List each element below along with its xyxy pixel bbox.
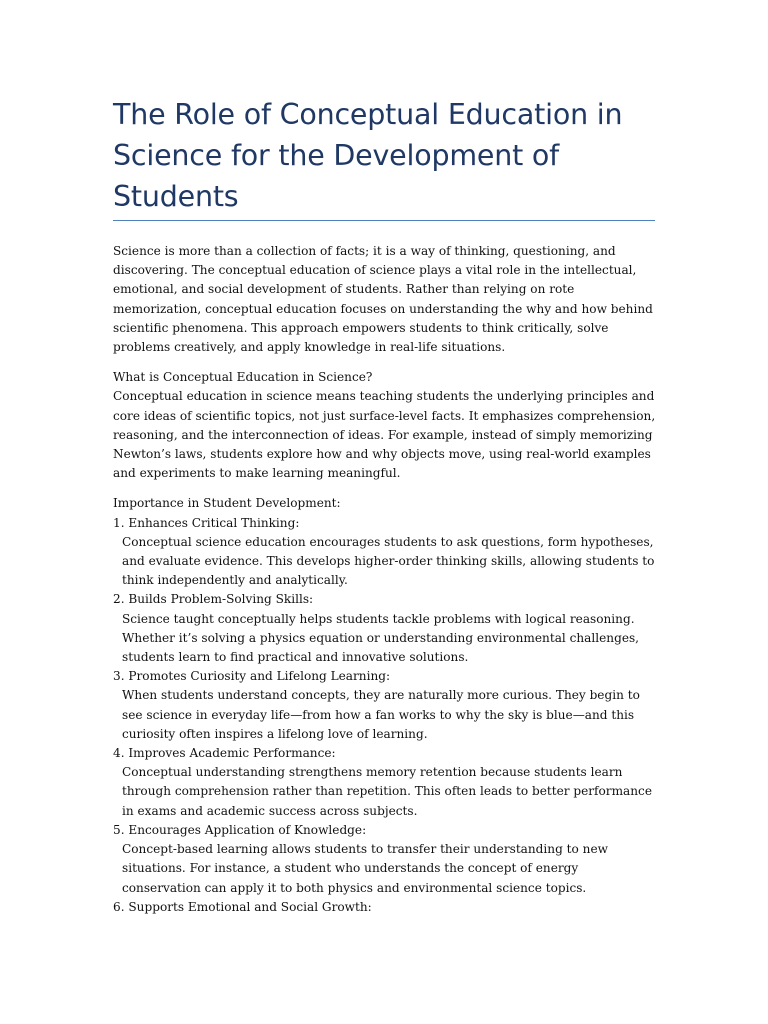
paragraph-spacer xyxy=(113,483,658,494)
document-body xyxy=(113,242,658,917)
point-6-heading: 6. Supports Emotional and Social Growth: xyxy=(113,899,372,914)
point-2-body: Science taught conceptually helps students tackle problems with logical reasoning. Whether it’s solving a physics equation or understanding environmental challenges, students learn to find practical and innovative solutions. xyxy=(122,611,640,665)
point-3-heading: 3. Promotes Curiosity and Lifelong Learning: xyxy=(113,669,391,684)
paragraph-spacer xyxy=(113,357,658,368)
point-4-heading: 4. Improves Academic Performance: xyxy=(113,746,336,761)
section-heading-what-is: What is Conceptual Education in Science? xyxy=(113,370,373,385)
intro-paragraph: Science is more than a collection of facts; it is a way of thinking, questioning, and discovering. The conceptual education of science plays a vital role in the intellectual, emotional, and social development of students. Rather than relying on rote memorization, conceptual education focuses on understanding the why and how behind scientific phenomena. This approach empowers students to think critically, solve problems creatively, and apply knowledge in real-life situations. xyxy=(113,244,653,355)
point-5-body: Concept-based learning allows students to transfer their understanding to new situations. For instance, a student who understands the concept of energy conservation can apply it to both physics and environmental science topics. xyxy=(122,842,608,895)
point-2-heading: 2. Builds Problem-Solving Skills: xyxy=(113,592,314,607)
title-underline-rule xyxy=(113,220,655,221)
point-3-body: When students understand concepts, they are naturally more curious. They begin to see science in everyday life—from how a fan works to why the sky is blue—and this curiosity often inspires a lifelong love of learning. xyxy=(122,688,640,741)
point-5-heading: 5. Encourages Application of Knowledge: xyxy=(113,822,367,837)
section-heading-importance: Importance in Student Development: xyxy=(113,496,341,511)
point-4-body: Conceptual understanding strengthens memory retention because students learn through comprehension rather than repetition. This often leads to better performance in exams and academic success across subjects. xyxy=(122,765,652,818)
point-1-body: Conceptual science education encourages students to ask questions, form hypotheses, and evaluate evidence. This develops higher-order thinking skills, allowing students to think independently and analytically. xyxy=(122,534,655,588)
document-title: The Role of Conceptual Education in Science for the Development of Students xyxy=(113,98,623,213)
point-1-heading: 1. Enhances Critical Thinking: xyxy=(113,515,300,530)
what-is-paragraph: Conceptual education in science means teaching students the underlying principles and core ideas of scientific topics, not just surface-level facts. It emphasizes comprehension, reasoning, and the interconnection of ideas. For example, instead of simply memorizing Newton’s laws, students explore how and why objects move, using real-world examples and experiments to make learning meaningful. xyxy=(113,389,656,481)
